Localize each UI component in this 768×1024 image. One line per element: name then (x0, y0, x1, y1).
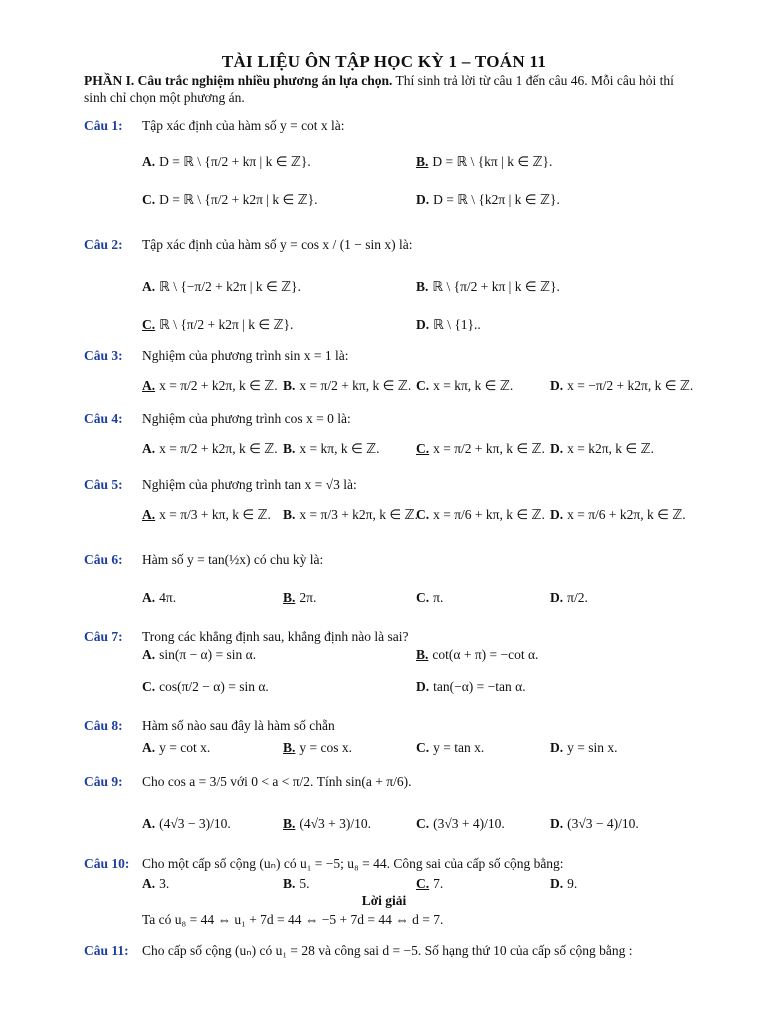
option-letter: D. (550, 507, 564, 522)
option-text: y = sin x. (567, 740, 618, 755)
option-letter: A. (142, 378, 156, 393)
question-label: Câu 6: (84, 552, 123, 567)
option-text: ℝ \ {−π/2 + k2π | k ∈ ℤ}. (159, 279, 302, 294)
option-letter: B. (416, 647, 429, 662)
option-letter: C. (416, 876, 430, 891)
option-c[interactable] (416, 441, 545, 457)
option-text: 9. (567, 876, 578, 891)
option-text: x = π/2 + kπ, k ∈ ℤ. (433, 441, 545, 456)
option-d[interactable] (550, 816, 639, 832)
option-letter: B. (283, 816, 296, 831)
option-letter: D. (550, 378, 564, 393)
option-text: cot(α + π) = −cot α. (432, 647, 539, 662)
option-c[interactable] (416, 590, 443, 606)
option-d[interactable] (550, 441, 654, 457)
option-text: y = tan x. (433, 740, 485, 755)
option-text: y = cot x. (159, 740, 211, 755)
question-text: Nghiệm của phương trình cos x = 0 là: (142, 411, 351, 426)
question-4 (84, 411, 351, 427)
question-text: Cho cấp số cộng (uₙ) có u₁ = 28 và công sai d = −5. Số hạng thứ 10 của cấp số cộng bằng : (142, 943, 633, 958)
option-letter: B. (283, 507, 296, 522)
option-text: (3√3 + 4)/10. (433, 816, 505, 831)
option-letter: C. (142, 192, 156, 207)
option-letter: D. (550, 876, 564, 891)
question-text: Hàm số nào sau đây là hàm số chẵn (142, 718, 335, 733)
option-letter: C. (416, 816, 430, 831)
section-intro (84, 72, 694, 106)
option-letter: B. (283, 378, 296, 393)
option-letter: C. (416, 507, 430, 522)
option-letter: B. (283, 441, 296, 456)
option-c[interactable] (416, 740, 484, 756)
option-text: x = π/6 + kπ, k ∈ ℤ. (433, 507, 545, 522)
option-letter: C. (142, 679, 156, 694)
question-label: Câu 4: (84, 411, 123, 426)
question-5 (84, 477, 357, 493)
option-letter: D. (416, 679, 430, 694)
question-1 (84, 118, 345, 134)
option-c[interactable] (142, 679, 269, 695)
option-text: (4√3 + 3)/10. (299, 816, 372, 831)
option-letter: D. (416, 317, 430, 332)
option-a[interactable] (142, 590, 176, 606)
question-10 (84, 856, 564, 872)
option-b[interactable] (283, 507, 418, 523)
question-text: Tập xác định của hàm số y = cos x / (1 − sin x) là: (142, 237, 413, 252)
option-text: 3. (159, 876, 170, 891)
option-letter: D. (550, 816, 564, 831)
option-d[interactable] (550, 740, 618, 756)
option-a[interactable] (142, 154, 311, 170)
option-text: ℝ \ {π/2 + kπ | k ∈ ℤ}. (432, 279, 560, 294)
option-letter: A. (142, 816, 156, 831)
question-label: Câu 10: (84, 856, 130, 871)
option-letter: D. (550, 740, 564, 755)
question-11 (84, 943, 633, 959)
option-text: x = π/2 + k2π, k ∈ ℤ. (159, 378, 278, 393)
option-text: y = cos x. (299, 740, 352, 755)
option-letter: B. (283, 590, 296, 605)
option-text: 2π. (299, 590, 317, 605)
question-label: Câu 5: (84, 477, 123, 492)
option-letter: A. (142, 154, 156, 169)
question-label: Câu 1: (84, 118, 123, 133)
option-b[interactable] (416, 279, 560, 295)
option-a[interactable] (142, 378, 278, 394)
option-c[interactable] (416, 876, 443, 892)
option-text: sin(π − α) = sin α. (159, 647, 257, 662)
option-text: x = kπ, k ∈ ℤ. (433, 378, 514, 393)
section-heading: PHẦN I. Câu trắc nghiệm nhiều phương án lựa chọn. (84, 73, 393, 88)
question-label: Câu 3: (84, 348, 123, 363)
option-b[interactable] (416, 154, 552, 170)
option-c[interactable] (416, 816, 505, 832)
option-b[interactable] (283, 740, 352, 756)
option-d[interactable] (416, 679, 526, 695)
option-text: (3√3 − 4)/10. (567, 816, 639, 831)
option-a[interactable] (142, 507, 271, 523)
option-text: D = ℝ \ {π/2 + kπ | k ∈ ℤ}. (159, 154, 311, 169)
option-text: 5. (299, 876, 310, 891)
option-text: x = π/6 + k2π, k ∈ ℤ. (567, 507, 686, 522)
question-label: Câu 9: (84, 774, 123, 789)
option-a[interactable] (142, 279, 301, 295)
option-d[interactable] (550, 378, 693, 394)
option-letter: C. (416, 378, 430, 393)
option-letter: A. (142, 279, 156, 294)
option-a[interactable] (142, 441, 278, 457)
option-d[interactable] (550, 876, 577, 892)
option-text: x = π/2 + k2π, k ∈ ℤ. (159, 441, 278, 456)
question-9 (84, 774, 411, 790)
option-letter: A. (142, 740, 156, 755)
option-text: cos(π/2 − α) = sin α. (159, 679, 269, 694)
option-text: (4√3 − 3)/10. (159, 816, 231, 831)
question-text: Tập xác định của hàm số y = cot x là: (142, 118, 345, 133)
option-c[interactable] (416, 378, 513, 394)
option-text: x = kπ, k ∈ ℤ. (299, 441, 380, 456)
solution-text: Ta có u₈ = 44 ⇔ u₁ + 7d = 44 ⇔ −5 + 7d = 44 ⇔ d = 7. (142, 912, 444, 927)
option-d[interactable] (550, 507, 686, 523)
option-text: π/2. (567, 590, 588, 605)
option-text: x = π/3 + kπ, k ∈ ℤ. (159, 507, 271, 522)
option-c[interactable] (142, 317, 293, 333)
option-letter: B. (283, 740, 296, 755)
question-8 (84, 718, 335, 734)
option-c[interactable] (416, 507, 545, 523)
question-label: Câu 11: (84, 943, 129, 958)
section-instructions: Thí sinh trả lời từ câu 1 đến câu 46. Mỗi câu hỏi thí sinh chỉ chọn một phương án. (84, 73, 674, 105)
option-letter: A. (142, 441, 156, 456)
question-7 (84, 629, 408, 645)
option-text: 7. (433, 876, 444, 891)
question-3 (84, 348, 349, 364)
option-b[interactable] (283, 876, 310, 892)
option-text: x = −π/2 + k2π, k ∈ ℤ. (567, 378, 694, 393)
option-d[interactable] (550, 590, 588, 606)
option-letter: C. (416, 740, 430, 755)
option-letter: B. (416, 279, 429, 294)
option-text: ℝ \ {π/2 + k2π | k ∈ ℤ}. (159, 317, 294, 332)
option-text: D = ℝ \ {π/2 + k2π | k ∈ ℤ}. (159, 192, 318, 207)
option-text: x = k2π, k ∈ ℤ. (567, 441, 654, 456)
option-letter: D. (416, 192, 430, 207)
option-d[interactable] (416, 192, 560, 208)
question-6 (84, 552, 323, 568)
option-d[interactable] (416, 317, 481, 333)
option-text: D = ℝ \ {k2π | k ∈ ℤ}. (433, 192, 560, 207)
option-a[interactable] (142, 647, 256, 663)
question-label: Câu 8: (84, 718, 123, 733)
question-text: Cho cos a = 3/5 với 0 < a < π/2. Tính sin(a + π/6). (142, 774, 412, 789)
option-a[interactable] (142, 816, 231, 832)
option-letter: C. (416, 590, 430, 605)
option-text: x = π/2 + kπ, k ∈ ℤ. (299, 378, 412, 393)
option-text: π. (433, 590, 444, 605)
option-a[interactable] (142, 876, 169, 892)
option-b[interactable] (283, 816, 371, 832)
question-label: Câu 2: (84, 237, 123, 252)
option-b[interactable] (283, 441, 380, 457)
option-text: ℝ \ {1}.. (433, 317, 481, 332)
option-letter: C. (416, 441, 430, 456)
option-text: x = π/3 + k2π, k ∈ ℤ. (299, 507, 418, 522)
option-letter: B. (416, 154, 429, 169)
option-c[interactable] (142, 192, 318, 208)
question-text: Cho một cấp số cộng (uₙ) có u₁ = −5; u₈ = 44. Công sai của cấp số cộng bằng: (142, 856, 564, 871)
option-text: 4π. (159, 590, 177, 605)
option-text: tan(−α) = −tan α. (433, 679, 526, 694)
option-letter: A. (142, 647, 156, 662)
question-2 (84, 237, 413, 253)
option-letter: C. (142, 317, 156, 332)
option-b[interactable] (283, 378, 411, 394)
question-text: Nghiệm của phương trình tan x = √3 là: (142, 477, 357, 492)
option-a[interactable] (142, 740, 210, 756)
question-text: Trong các khẳng định sau, khẳng định nào là sai? (142, 629, 409, 644)
question-text: Nghiệm của phương trình sin x = 1 là: (142, 348, 349, 363)
document-title: TÀI LIỆU ÔN TẬP HỌC KỲ 1 – TOÁN 11 (221, 52, 547, 71)
question-text: Hàm số y = tan(½x) có chu kỳ là: (142, 552, 324, 567)
option-letter: B. (283, 876, 296, 891)
question-label: Câu 7: (84, 629, 123, 644)
option-b[interactable] (416, 647, 538, 663)
solution-heading: Lời giải (361, 893, 407, 908)
option-letter: A. (142, 590, 156, 605)
option-text: D = ℝ \ {kπ | k ∈ ℤ}. (432, 154, 553, 169)
option-letter: D. (550, 590, 564, 605)
option-letter: A. (142, 876, 156, 891)
option-letter: D. (550, 441, 564, 456)
option-letter: A. (142, 507, 156, 522)
option-b[interactable] (283, 590, 316, 606)
